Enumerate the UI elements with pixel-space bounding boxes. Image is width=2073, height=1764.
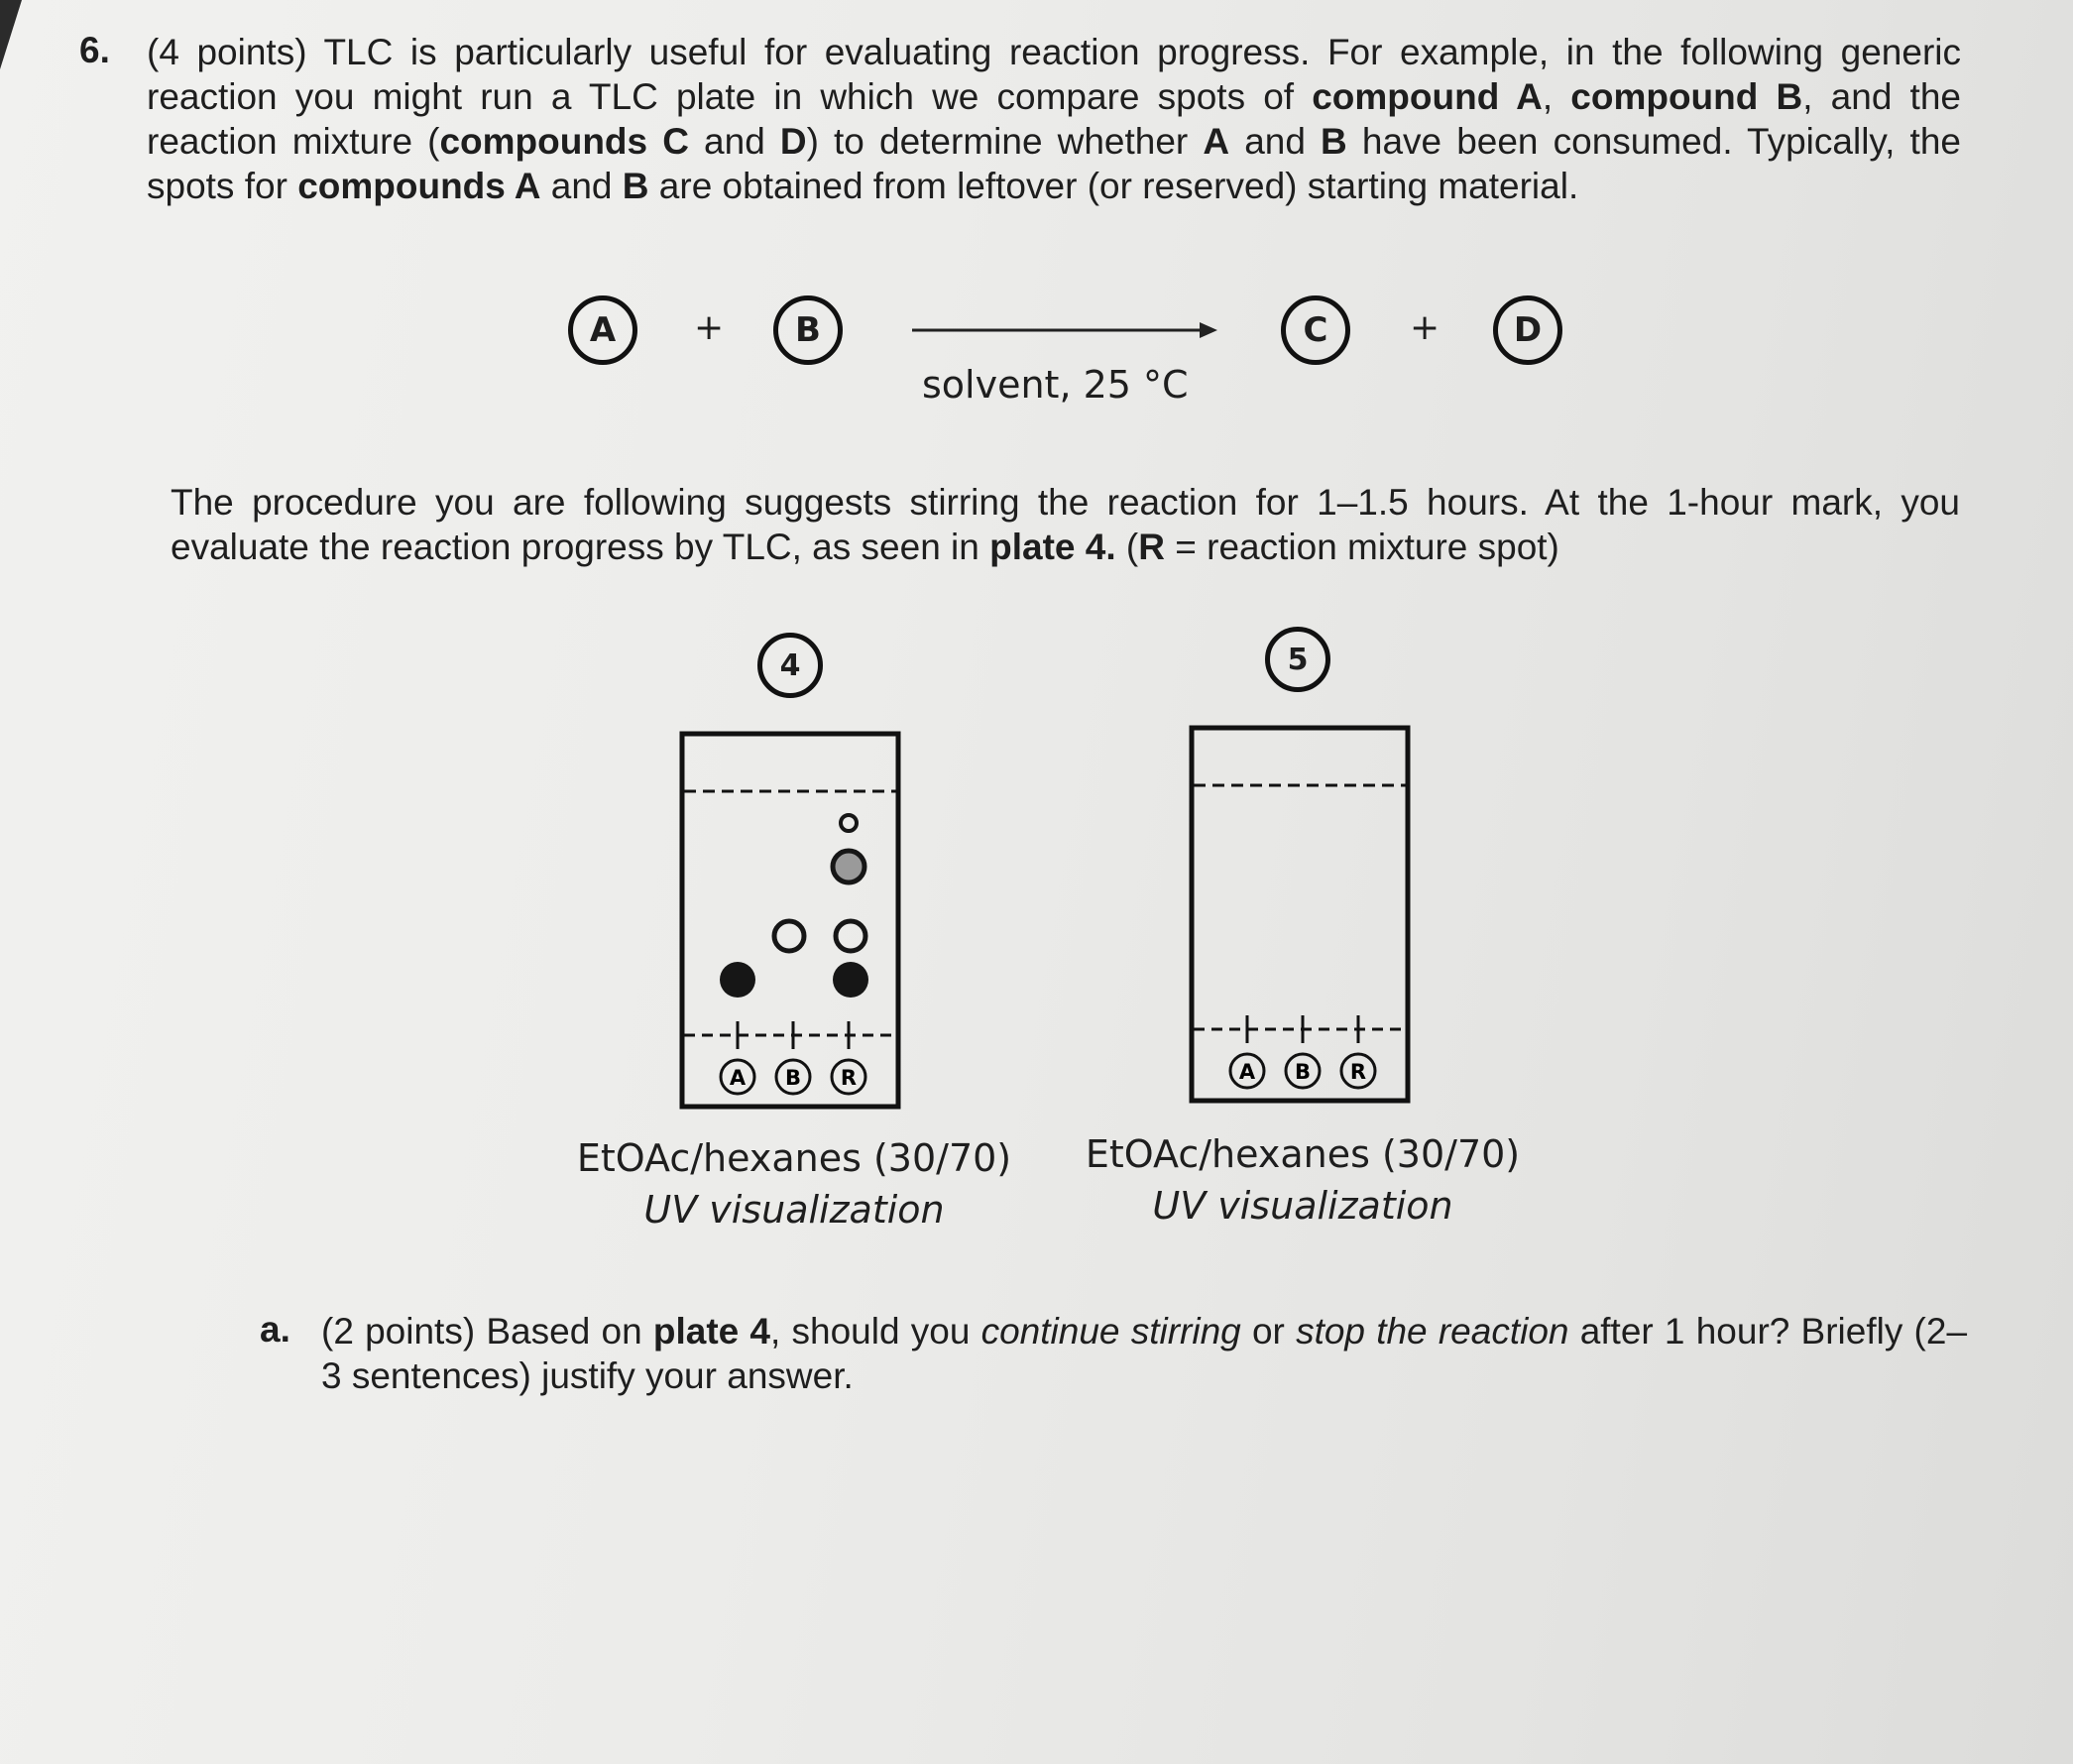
intro-bold: compound B — [1570, 76, 1803, 117]
procedure-bold: R — [1138, 527, 1165, 567]
intro-bold: D — [779, 121, 807, 162]
spot-a-filled — [720, 962, 755, 998]
intro-text: , — [1542, 76, 1571, 117]
compound-a-circle: A — [568, 295, 637, 365]
question-number: 6. — [79, 30, 110, 70]
lane-label-r: R — [1349, 1060, 1367, 1084]
intro-text: and — [540, 166, 623, 206]
intro-bold: A — [1203, 121, 1230, 162]
lane-label-r: R — [840, 1066, 858, 1090]
page-corner-shadow — [0, 0, 22, 69]
intro-bold: B — [622, 166, 649, 206]
part-a-bold: plate 4 — [652, 1311, 771, 1352]
compound-c-circle: C — [1281, 295, 1350, 365]
reaction-conditions: solvent, 25 °C — [922, 363, 1189, 407]
procedure-text — [171, 480, 1960, 569]
spot-r-small-open — [841, 815, 857, 831]
intro-bold: compounds C — [439, 121, 689, 162]
intro-text: are obtained from leftover (or reserved) starting material. — [648, 166, 1579, 206]
plate-4-visualization: UV visualization — [643, 1188, 945, 1232]
spot-r-filled — [833, 962, 868, 998]
intro-text: ) to determine whether — [806, 121, 1204, 162]
plus-sign: + — [694, 307, 725, 348]
plate-4-number-circle: 4 — [757, 633, 823, 698]
plate-5-visualization: UV visualization — [1152, 1184, 1453, 1228]
question-intro — [147, 30, 1961, 208]
part-a-text: or — [1240, 1311, 1297, 1352]
part-a-text: Based on — [475, 1311, 653, 1352]
part-a-text: after 1 hour? Briefly (2–3 sentences) justify your answer. — [321, 1311, 1968, 1396]
procedure-bold: plate 4. — [989, 527, 1116, 567]
compound-b-circle: B — [773, 295, 843, 365]
intro-bold: B — [1321, 121, 1347, 162]
intro-text: have been consumed. Typically, the spots for — [147, 121, 1961, 206]
part-a-italic: continue stirring — [980, 1311, 1241, 1352]
plate-border — [1192, 728, 1408, 1101]
plate-5-solvent: EtOAc/hexanes (30/70) — [1085, 1132, 1521, 1176]
lane-label-b: B — [784, 1066, 802, 1090]
lane-label-a: A — [729, 1066, 747, 1090]
intro-text: and — [1229, 121, 1322, 162]
intro-bold: compound A — [1312, 76, 1543, 117]
spot-b-open — [774, 921, 804, 951]
procedure-text-run: The procedure you are following suggests stirring the reaction for 1–1.5 hours. At the 1-hour mark, you evaluate the reaction progress by TLC, as seen in — [171, 482, 1960, 567]
lane-label-b: B — [1294, 1060, 1312, 1084]
part-a-label: a. — [260, 1309, 290, 1350]
plate-5-number-circle: 5 — [1265, 627, 1330, 692]
procedure-text-run: = reaction mixture spot) — [1164, 527, 1559, 567]
intro-text: TLC is particularly useful for evaluating reaction progress. For example, in the following generic reaction you might run a TLC plate in which we compare spots of — [147, 32, 1961, 117]
question-points: (4 points) — [147, 32, 307, 72]
part-a-points: (2 points) — [321, 1311, 476, 1352]
tlc-plate-5 — [1188, 724, 1426, 1105]
part-a-text: , should you — [770, 1311, 981, 1352]
spot-r-open — [836, 921, 865, 951]
intro-bold: compounds A — [297, 166, 541, 206]
plus-sign: + — [1410, 307, 1440, 348]
part-a-italic: stop the reaction — [1296, 1311, 1569, 1352]
procedure-text-run: ( — [1115, 527, 1139, 567]
tlc-plate-4 — [678, 730, 916, 1111]
intro-text: and — [688, 121, 780, 162]
reaction-arrow-icon — [912, 317, 1219, 343]
intro-text: , and the reaction mixture ( — [147, 76, 1961, 162]
part-a-question — [321, 1309, 1967, 1398]
plate-4-solvent: EtOAc/hexanes (30/70) — [576, 1136, 1012, 1180]
compound-d-circle: D — [1493, 295, 1562, 365]
lane-label-a: A — [1238, 1060, 1256, 1084]
spot-r-gray — [833, 851, 864, 882]
